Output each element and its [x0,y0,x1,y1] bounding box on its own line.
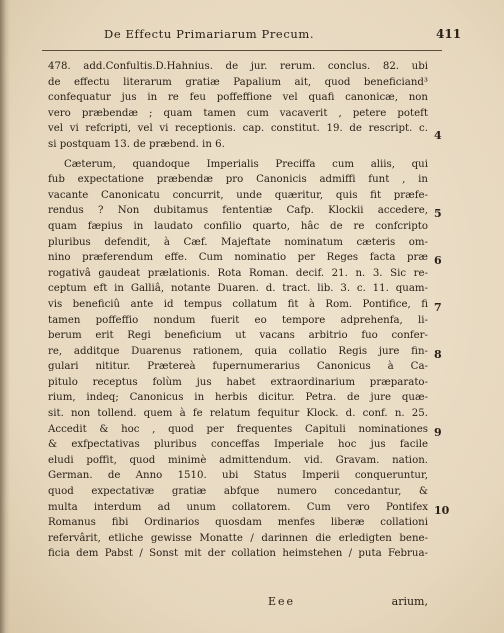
running-head: De Effectu Primariarum Precum. [104,27,315,41]
text-line: Romanus fibi Ordinarios quosdam menfes liberæ collationi [48,517,428,529]
text-line: Cæterum, quandoque Imperialis Preciffa cum aliis, qui [64,158,428,170]
margin-number: 9 [434,426,442,439]
binding-gutter [0,0,10,633]
text-line: ceptum eft in Galliâ, notante Duaren. d. tract. lib. 3. c. 11. quam- [48,283,428,295]
text-line: quam fæpius in laudato confilio quarto, hâc de re confcripto [48,220,428,232]
text-line: tamen poffeffio nondum fuerit eo tempore adprehenfa, li- [48,314,428,326]
text-line: multa interdum ad unum collatorem. Cum vero Pontifex [48,501,428,513]
text-line: vacante Canonicatu concurrit, unde quæritur, quis fit præfe- [48,189,428,201]
text-line: nino præferendum effe. Cum nominatio per Reges facta præ [48,252,428,264]
text-line: rogativâ gaudeat prælationis. Rota Roman. decif. 21. n. 3. Sic re- [48,267,428,279]
text-block [48,59,428,562]
text-line: rium, indeq; Canonicus in herbis dicitur. Petra. de jure quæ- [48,392,428,404]
text-line: vel vi refcripti, vel vi receptionis. cap. constitut. 19. de rescript. c. [48,123,428,135]
margin-number: 6 [434,254,442,267]
text-line: gulari nititur. Prætereà fupernumerarius Canonicus à Ca- [48,361,428,373]
text-line: si postquam 13. de præbend. in 6. [48,138,225,150]
text-line: fub expectatione præbendæ pro Canonicis admiffi funt , in [48,174,428,186]
text-line: refervârit, etliche gewisse Monatte / darinnen die erledigten bene- [48,532,428,544]
margin-number: 10 [434,504,450,517]
margin-number: 7 [434,301,442,314]
text-line: Accedit & hoc , quod per frequentes Capituli nominationes [48,423,428,435]
page-number: 411 [436,27,462,41]
text-line: confequatur jus in re feu poffeffione vel quafi canonicæ, non [48,92,428,104]
text-line: berum erit Regi beneficium ut vacans arbitrio fuo confer- [48,330,428,342]
text-line: rendus ? Non dubitamus fententiæ Cafp. Klockii accedere, [48,205,428,217]
signature-mark: Eee [268,595,296,608]
text-line: re, additque Duarenus rationem, quia collatio Regis jure fin- [48,345,428,357]
text-line: German. de Anno 1510. ubi Status Imperii conqueruntur, [48,470,428,482]
text-line: pluribus defendit, à Cæf. Majeftate nominatum cæteris om- [48,236,428,248]
text-line: pitulo receptus folùm jus habet extraordinarium præparato- [48,376,428,388]
margin-number: 5 [434,207,442,220]
text-line: vero præbendæ ; quam tamen cum vacaverit , petere poteft [48,107,428,119]
text-line: de effectu literarum gratiæ Papalium ait, quod beneficiand³ [48,76,428,88]
text-line: quod expectativæ gratiæ abfque numero concedantur, & [48,486,428,498]
text-line: eludi poffit, quod minimè admittendum. vid. Gravam. nation. [48,454,428,466]
catchline [48,595,428,611]
text-line: ficia dem Pabst / Sonst mit der collation heimstehen / puta Februa- [48,548,428,560]
text-line: 478. add.Confultis.D.Hahnius. de jur. rerum. conclus. 82. ubi [48,61,428,72]
header-rule [42,50,442,51]
margin-number: 8 [434,348,442,361]
text-line: & exfpectativas pluribus conceffas Imperiale hoc jus facile [48,439,428,451]
text-line: sit. non tollend. quem à fe relatum fequitur Klock. d. conf. n. 25. [48,408,428,420]
text-line: vis beneficiû ante id tempus collatum fit à Rom. Pontifice, fi [48,298,428,310]
margin-number: 4 [434,129,442,142]
catchword: arium, [391,595,428,608]
